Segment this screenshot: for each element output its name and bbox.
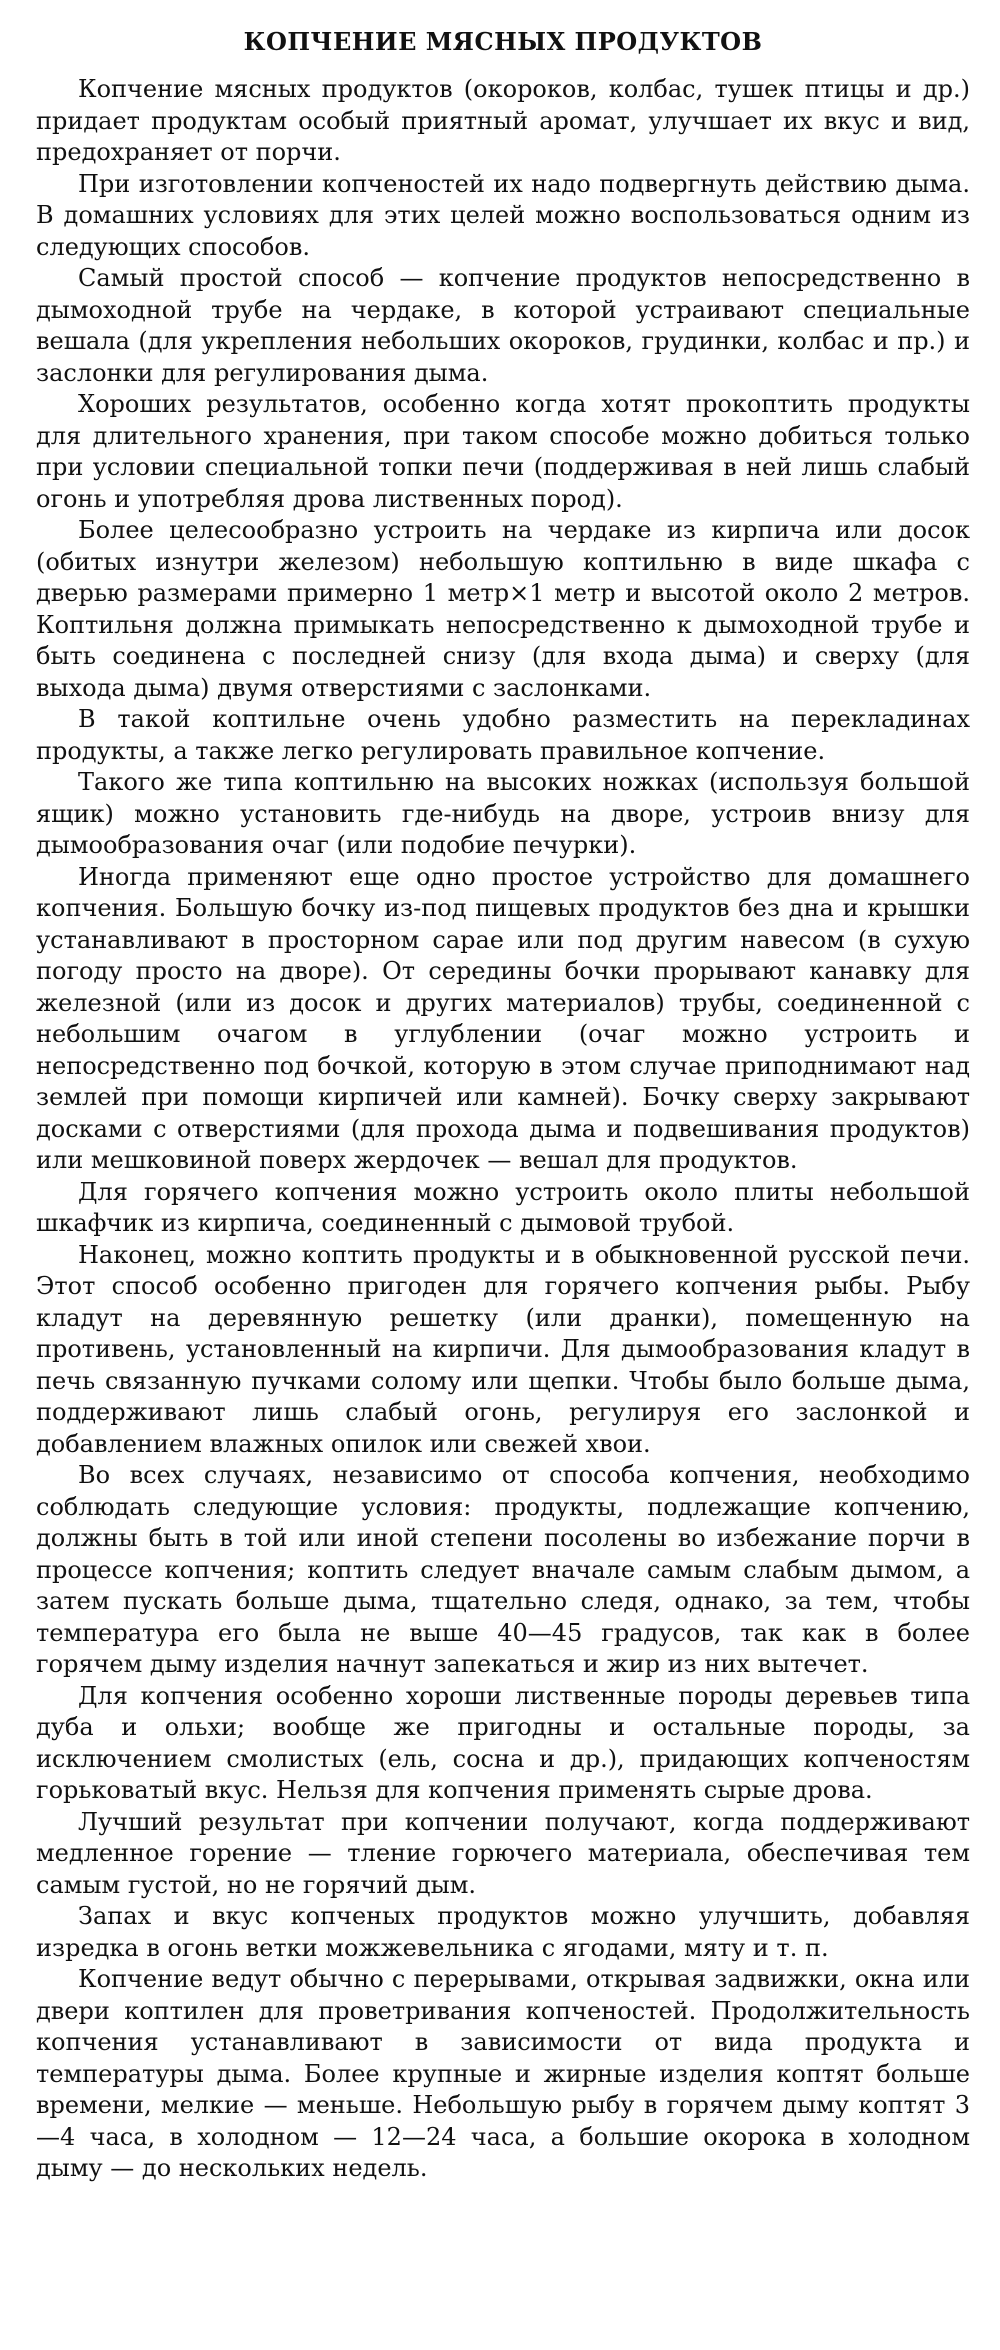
paragraph-conditions: Во всех случаях, независимо от способа копчения, необходимо соблюдать следующие условия: продукты, подлежащие копчению, должны быть в той или иной степени посолены во избежание порчи в процессе копчения; коптить следует вначале самым слабым дымом, а затем пускать больше дыма, тщательно следя, однако, за тем, чтобы температура его была не выше 40—45 градусов, так как в более горячем дыму изделия начнут запекаться и жир из них вытечет. bbox=[36, 1461, 970, 1678]
paragraph-chimney-smoking: Самый простой способ — копчение продуктов непосредственно в дымоходной трубе на чердаке, в которой устраивают специальные вешала (для укрепления небольших окороков, грудинки, колбас и пр.) и заслонки для регулирования дыма. bbox=[36, 264, 970, 387]
article-body bbox=[36, 74, 970, 2185]
paragraph-methods: При изготовлении копченостей их надо подвергнуть действию дыма. В домашних условиях для этих целей можно воспользоваться одним из следующих способов. bbox=[36, 169, 970, 261]
paragraph-attic-smokehouse: Более целесообразно устроить на чердаке из кирпича или досок (обитых изнутри железом) небольшую коптильню в виде шкафа с дверью размерами примерно 1 метр×1 метр и высотой около 2 метров. Коптильня должна примыкать непосредственно к дымоходной трубе и быть соединена с последней снизу (для входа дыма) и сверху (для выхода дыма) двумя отверстиями с заслонками. bbox=[36, 516, 970, 702]
paragraph-wood-types: Для копчения особенно хороши лиственные породы деревьев типа дуба и ольхи; вообще же пригодны и остальные породы, за исключением смолистых (ель, сосна и др.), придающих копченостям горьковатый вкус. Нельзя для копчения применять сырые дрова. bbox=[36, 1681, 970, 1804]
paragraph-slow-burning: Лучший результат при копчении получают, когда поддерживают медленное горение — тление горючего материала, обеспечивая тем самым густой, но не горячий дым. bbox=[36, 1807, 970, 1899]
paragraph-intro: Копчение мясных продуктов (окороков, колбас, тушек птицы и др.) придает продуктам особый приятный аромат, улучшает их вкус и вид, предохраняет от порчи. bbox=[36, 75, 970, 166]
paragraph-juniper: Запах и вкус копченых продуктов можно улучшить, добавляя изредка в огонь ветки можжевельника с ягодами, мяту и т. п. bbox=[36, 1902, 970, 1962]
paragraph-russian-stove: Наконец, можно коптить продукты и в обыкновенной русской печи. Этот способ особенно пригоден для горячего копчения рыбы. Рыбу кладут на деревянную решетку (или дранки), помещенную на противень, установленный на кирпичи. Для дымообразования кладут в печь связанную пучками солому или щепки. Чтобы было больше дыма, поддерживают лишь слабый огонь, регулируя его заслонкой и добавлением влажных опилок или свежей хвои. bbox=[36, 1240, 970, 1458]
paragraph-hot-smoking-cabinet: Для горячего копчения можно устроить около плиты небольшой шкафчик из кирпича, соединенный с дымовой трубой. bbox=[36, 1177, 970, 1237]
paragraph-long-storage: Хороших результатов, особенно когда хотят прокоптить продукты для длительного хранения, при таком способе можно добиться только при условии специальной топки печи (поддерживая в ней лишь слабый огонь и употребляя дрова лиственных пород). bbox=[36, 390, 970, 513]
page-title: КОПЧЕНИЕ МЯСНЫХ ПРОДУКТОВ bbox=[243, 27, 763, 56]
paragraph-yard-smokehouse: Такого же типа коптильню на высоких ножках (используя большой ящик) можно установить где-нибудь на дворе, устроив внизу для дымообразования очаг (или подобие печурки). bbox=[36, 768, 970, 859]
paragraph-crossbars: В такой коптильне очень удобно разместить на перекладинах продукты, а также легко регулировать правильное копчение. bbox=[36, 705, 970, 765]
paragraph-barrel-smokehouse: Иногда применяют еще одно простое устройство для домашнего копчения. Большую бочку из-под пищевых продуктов без дна и крышки устанавливают в просторном сарае или под другим навесом (в сухую погоду просто на дворе). От середины бочки прорывают канавку для железной (или из досок и других материалов) трубы, соединенной с небольшим очагом в углублении (очаг можно устроить и непосредственно под бочкой, которую в этом случае приподнимают над землей при помощи кирпичей или камней). Бочку сверху закрывают досками с отверстиями (для прохода дыма и подвешивания продуктов) или мешковиной поверх жердочек — вешал для продуктов. bbox=[36, 862, 970, 1174]
paragraph-duration: Копчение ведут обычно с перерывами, открывая задвижки, окна или двери коптилен для проветривания копченостей. Продолжительность копчения устанавливают в зависимости от вида продукта и температуры дыма. Более крупные и жирные изделия коптят больше времени, мелкие — меньше. Небольшую рыбу в горячем дыму коптят 3—4 часа, в холодном — 12—24 часа, а большие окорока в холодном дыму — до нескольких недель. bbox=[36, 1965, 970, 2182]
